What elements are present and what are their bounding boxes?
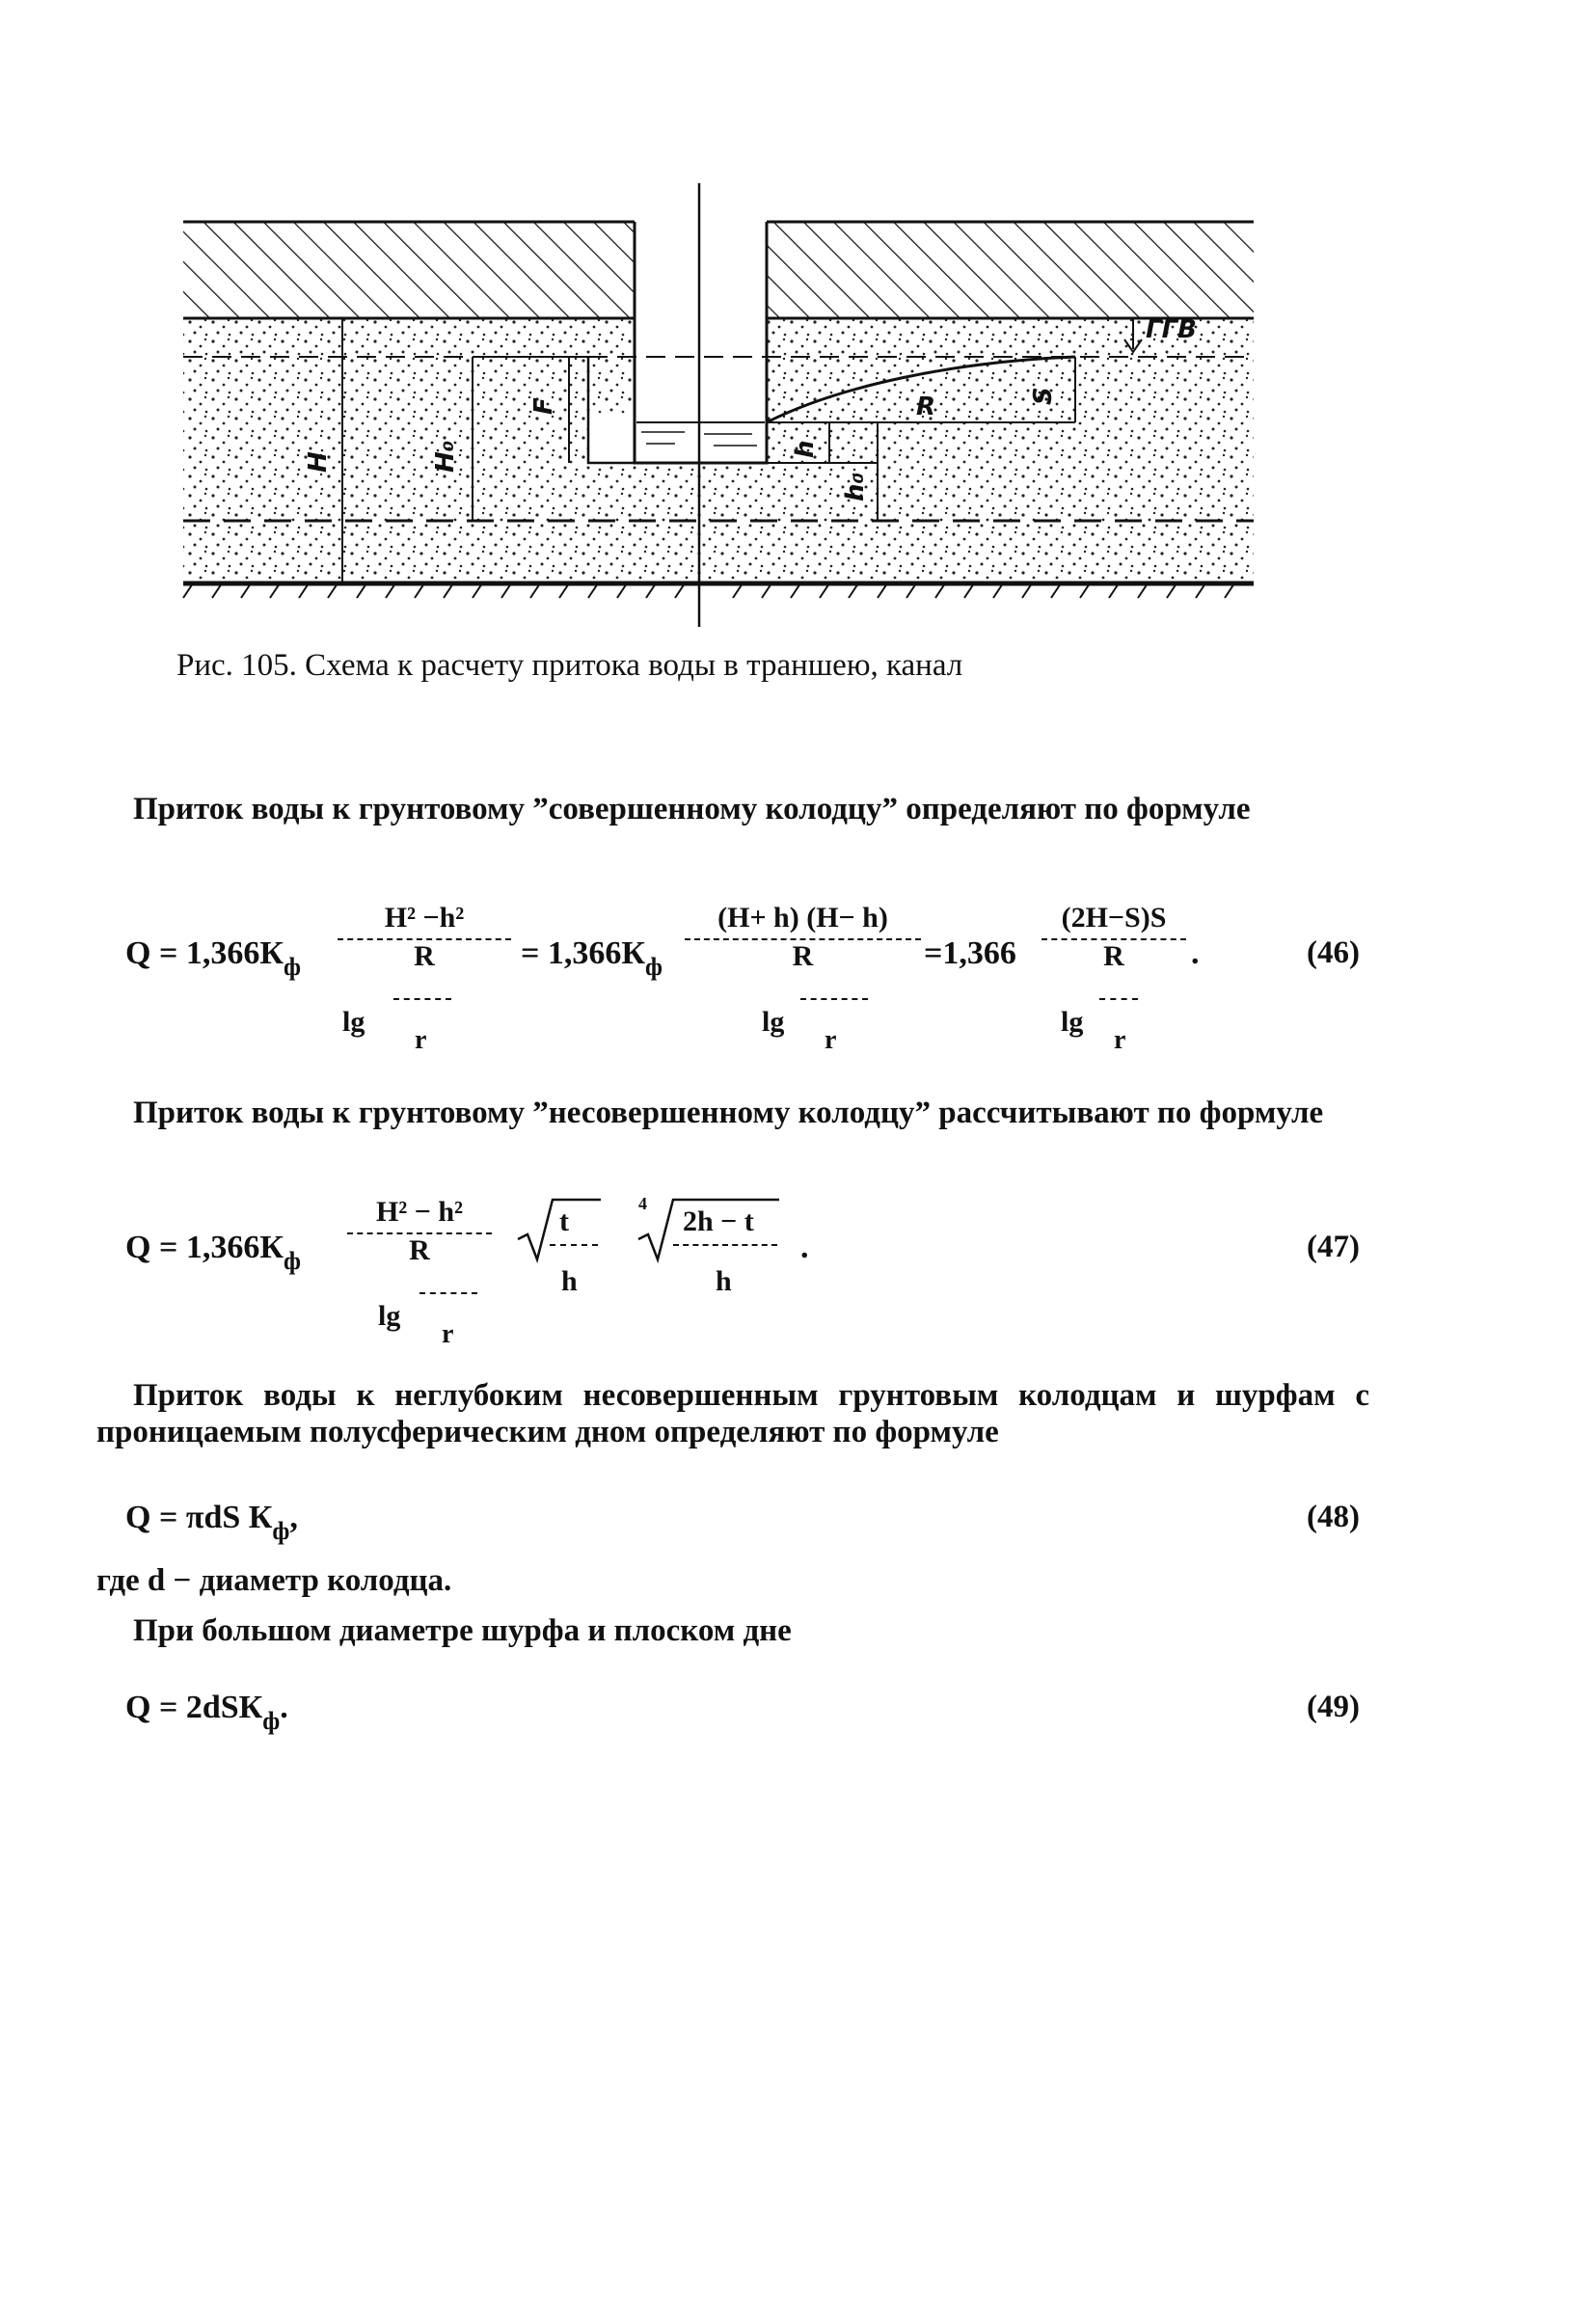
eq46-sub2: ф	[645, 953, 663, 981]
trench-diagram	[164, 183, 1273, 627]
eq47-num3: 2h − t	[683, 1205, 754, 1237]
eq46-num1: H² −h²	[384, 902, 465, 934]
eq49-sub: ф	[262, 1707, 281, 1735]
eq49-lhs: Q = 2dSК	[125, 1690, 263, 1725]
eq49-number: (49)	[1307, 1690, 1360, 1724]
eq46-r1: r	[415, 1025, 427, 1055]
eq48-sub: ф	[272, 1517, 290, 1545]
equation-48	[125, 1500, 1360, 1557]
paragraph-4: При большом диаметре шурфа и плоском дне	[133, 1613, 792, 1648]
equation-49	[125, 1690, 1360, 1747]
label-R: R	[916, 393, 936, 421]
label-h0: h₀	[841, 473, 870, 501]
eq46-lhs: Q = 1,366К	[125, 935, 284, 971]
paragraph-1: Приток воды к грунтовому ”совершенному колодцу” определяют по формуле	[133, 792, 1251, 826]
label-h: h	[791, 440, 820, 458]
eq46-number: (46)	[1307, 935, 1360, 970]
topsoil-left	[183, 222, 635, 318]
eq47-t: t	[559, 1205, 569, 1237]
eq48-number: (48)	[1307, 1500, 1360, 1534]
label-H: H	[304, 451, 333, 473]
eq48-lhs: Q = πdS К	[125, 1500, 273, 1535]
label-H0: H₀	[431, 440, 460, 473]
eq47-num1: H² − h²	[375, 1196, 464, 1228]
paragraph-2: Приток воды к грунтовому ”несовершенному колодцу” рассчитывают по формуле	[133, 1096, 1324, 1130]
paragraph-3: Приток воды к неглубоким несовершенным грунтовым колодцам и шурфам с проницаемым полусферическим дном определяют по формуле	[96, 1378, 1369, 1449]
eq46-lg3: lg	[1061, 1006, 1084, 1038]
eq47-R: R	[409, 1234, 430, 1266]
eq46-sub: ф	[283, 953, 301, 981]
eq49-tail: .	[280, 1690, 288, 1725]
eq46-R2: R	[792, 940, 814, 972]
label-ggv: ГГВ	[1146, 315, 1197, 344]
eq47-r: r	[442, 1319, 454, 1349]
eq46-eq3: =1,366	[924, 935, 1016, 971]
eq46-lg1: lg	[342, 1006, 365, 1038]
eq46-R1: R	[414, 940, 435, 972]
eq47-dot: .	[800, 1230, 809, 1265]
eq46-R3: R	[1103, 940, 1124, 972]
where-text: где d − диаметр колодца.	[96, 1563, 452, 1598]
label-F: F	[529, 397, 558, 415]
topsoil-right	[767, 222, 1254, 318]
eq46-r2: r	[825, 1025, 837, 1055]
eq46-lg2: lg	[762, 1006, 785, 1038]
eq47-root-index: 4	[638, 1194, 647, 1213]
eq48-tail: ,	[289, 1500, 298, 1535]
eq47-h2: h	[716, 1265, 732, 1297]
eq47-h1: h	[561, 1265, 578, 1297]
eq46-num3: (2H−S)S	[1061, 902, 1167, 934]
equation-46	[125, 902, 1360, 1066]
equation-47	[125, 1196, 1360, 1360]
eq46-mid: = 1,366К	[521, 935, 646, 971]
figure-caption: Рис. 105. Схема к расчету притока воды в траншею, канал	[176, 648, 963, 683]
eq46-dot: .	[1191, 935, 1200, 971]
eq47-lhs: Q = 1,366К	[125, 1230, 284, 1265]
eq47-sub: ф	[283, 1247, 301, 1275]
label-S: S	[1029, 387, 1058, 405]
eq46-num2: (H+ h) (H− h)	[717, 902, 888, 934]
eq47-number: (47)	[1307, 1230, 1360, 1264]
eq47-lg: lg	[378, 1300, 401, 1332]
eq46-r3: r	[1114, 1025, 1126, 1055]
